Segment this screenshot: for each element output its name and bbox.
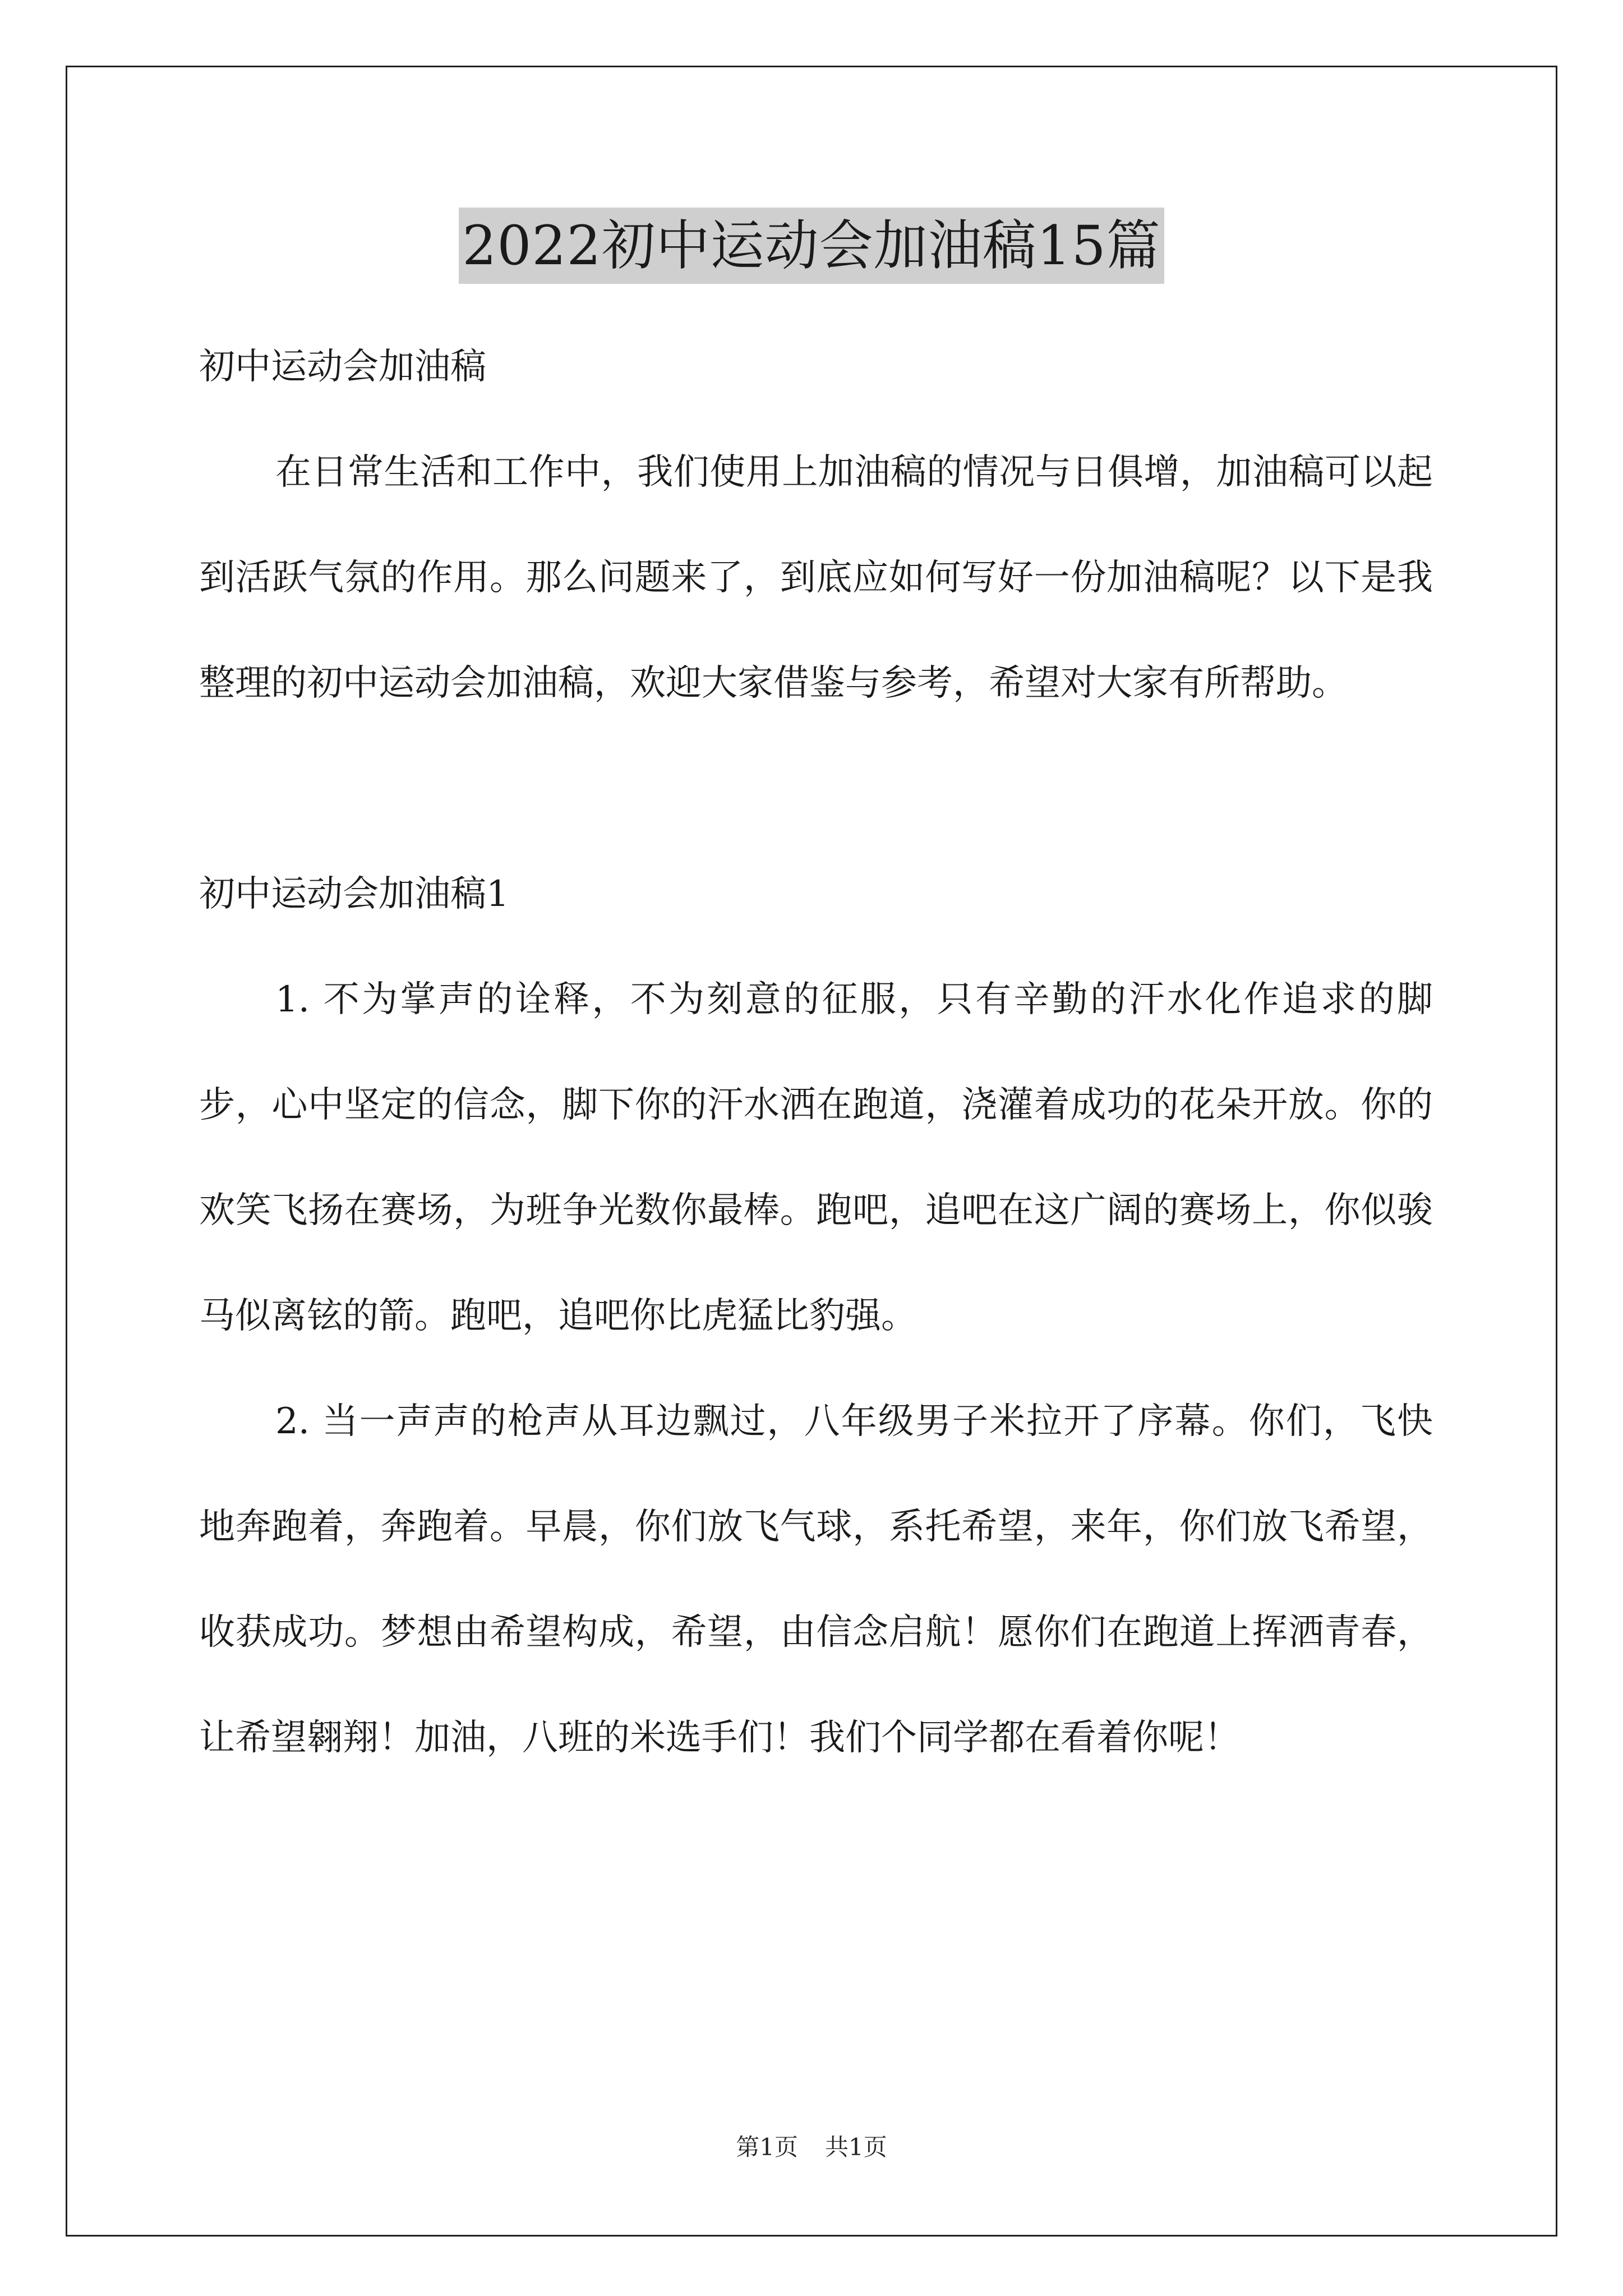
title-container — [0, 208, 1623, 284]
intro-paragraph: 在日常生活和工作中，我们使用上加油稿的情况与日俱增，加油稿可以起到活跃气氛的作用。那么问题来了，到底应如何写好一份加油稿呢？以下是我整理的初中运动会加油稿，欢迎大家借鉴与参考，希望对大家有所帮助。 — [199, 452, 1433, 704]
document-body — [199, 314, 1433, 1791]
list-item: 1. 不为掌声的诠释，不为刻意的征服，只有辛勤的汗水化作追求的脚步，心中坚定的信念，脚下你的汗水洒在跑道，浇灌着成功的花朵开放。你的欢笑飞扬在赛场，为班争光数你最棒。跑吧，追吧在这广阔的赛场上，你似骏马似离铉的箭。跑吧，追吧你比虎猛比豹强。 — [199, 979, 1433, 1337]
section-spacer — [199, 736, 1433, 841]
page-number: 第1页 — [736, 2133, 798, 2161]
section-heading: 初中运动会加油稿1 — [199, 873, 509, 915]
page-footer — [0, 2129, 1623, 2162]
page-total: 共1页 — [825, 2133, 887, 2161]
list-item: 2. 当一声声的枪声从耳边飘过，八年级男子米拉开了序幕。你们，飞快地奔跑着，奔跑着。早晨，你们放飞气球，系托希望，来年，你们放飞希望，收获成功。梦想由希望构成，希望，由信念启航！愿你们在跑道上挥洒青春，让希望翱翔！加油，八班的米选手们！我们个同学都在看着你呢！ — [199, 1401, 1433, 1759]
intro-heading: 初中运动会加油稿 — [199, 346, 486, 388]
document-title: 2022初中运动会加油稿15篇 — [459, 208, 1164, 284]
